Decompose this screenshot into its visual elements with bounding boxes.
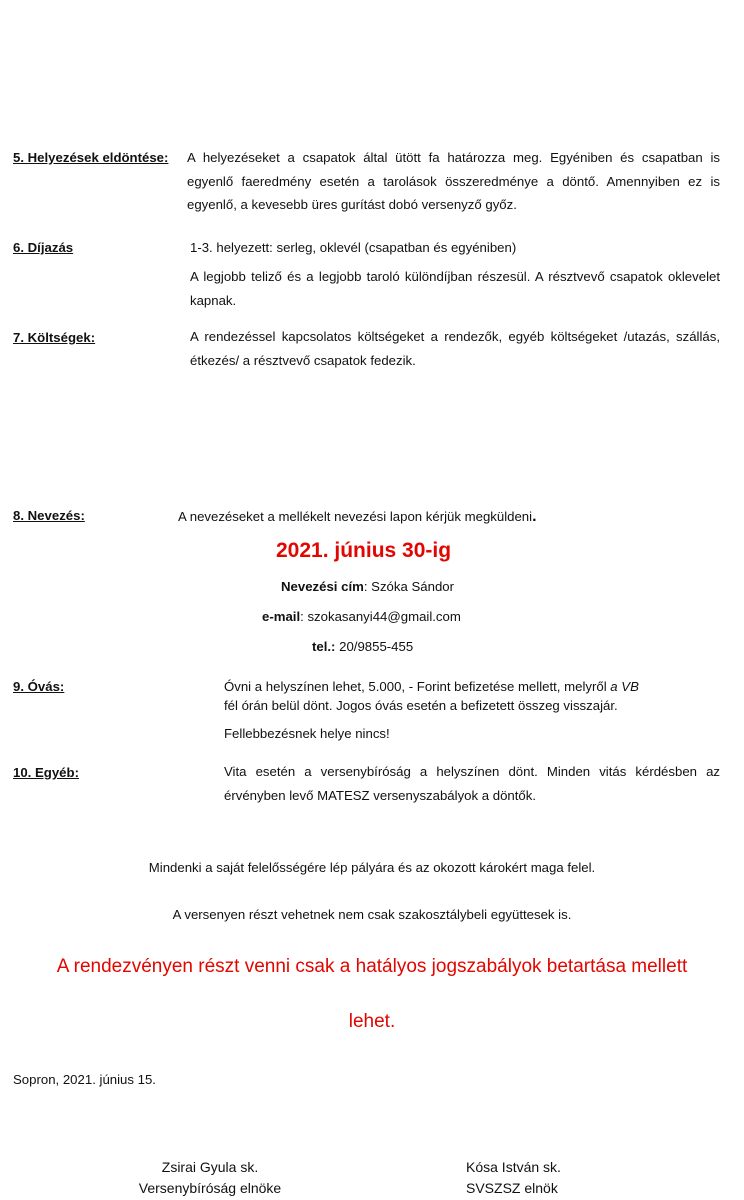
notice-responsibility: Mindenki a saját felelősségére lép pályára és az okozott károkért maga felel. [148, 860, 596, 875]
place-date: Sopron, 2021. június 15. [13, 1072, 156, 1087]
entry-tel [312, 640, 413, 653]
entry-tel-value: 20/9855-455 [335, 639, 414, 654]
section-9-line1 [224, 680, 639, 693]
entry-address-value: : Szóka Sándor [363, 579, 455, 594]
entry-tel-label: tel.: [312, 639, 336, 654]
notice-legal-line2: lehet. [348, 1011, 396, 1032]
section-8-text [178, 509, 537, 525]
section-9-line1-italic: a VB [610, 679, 639, 694]
section-7-heading: 7. Költségek: [13, 330, 96, 345]
entry-email [262, 610, 461, 623]
notice-teams: A versenyen részt vehetnek nem csak szakosztálybeli együttesek is. [172, 907, 572, 922]
section-6-line2: A legjobb teliző és a legjobb taroló különdíjban részesül. A résztvevő csapatok oklevelet kapnak. [190, 269, 720, 308]
entry-email-value: : szokasanyi44@gmail.com [300, 609, 461, 624]
signature-left-name: Zsirai Gyula sk. [161, 1159, 259, 1175]
section-8-text-dot: . [532, 508, 537, 525]
section-8-heading: 8. Nevezés: [13, 508, 85, 523]
section-9-line1-text: Óvni a helyszínen lehet, 5.000, - Forint befizetése mellett, melyről [224, 679, 611, 694]
section-5-heading: 5. Helyezések eldöntése: [13, 150, 169, 165]
section-9-heading: 9. Óvás: [13, 679, 65, 694]
section-9-line3: Fellebbezésnek helye nincs! [224, 726, 390, 741]
signature-right-title: SVSZSZ elnök [466, 1180, 558, 1196]
section-7-text: A rendezéssel kapcsolatos költségeket a rendezők, egyéb költségeket /utazás, szállás, étkezés/ a résztvevő csapatok fedezik. [190, 329, 720, 368]
notice-legal-line1: A rendezvényen részt venni csak a hatályos jogszabályok betartása mellett [56, 956, 688, 977]
section-5-text: A helyezéseket a csapatok által ütött fa határozza meg. Egyéniben és csapatban is egyenlő faeredmény esetén a tarolások összeredménye a döntő. Amennyiben ez is egyenlő, a kevesebb üres gurítást dobó versenyző győz. [187, 150, 720, 212]
section-8-text-main: A nevezéseket a mellékelt nevezési lapon kérjük megküldeni [178, 509, 533, 524]
entry-email-label: e-mail [262, 609, 301, 624]
section-9-line2: fél órán belül dönt. Jogos óvás esetén a befizetett összeg visszajár. [224, 698, 618, 713]
signature-right [466, 1157, 561, 1199]
entry-address [281, 580, 454, 593]
section-6-line1: 1-3. helyezett: serleg, oklevél (csapatban és egyéniben) [190, 240, 517, 255]
signature-right-name: Kósa István sk. [466, 1159, 561, 1175]
section-6-heading: 6. Díjazás [13, 240, 74, 255]
section-10-text: Vita esetén a versenybíróság a helyszínen dönt. Minden vitás kérdésben az érvényben levő MATESZ versenyszabályok a döntők. [224, 764, 720, 803]
signature-left [123, 1157, 297, 1199]
entry-address-label: Nevezési cím [281, 579, 364, 594]
entry-deadline: 2021. június 30-ig [276, 539, 452, 562]
signature-left-title: Versenybíróság elnöke [138, 1180, 282, 1196]
section-10-heading: 10. Egyéb: [13, 765, 79, 780]
